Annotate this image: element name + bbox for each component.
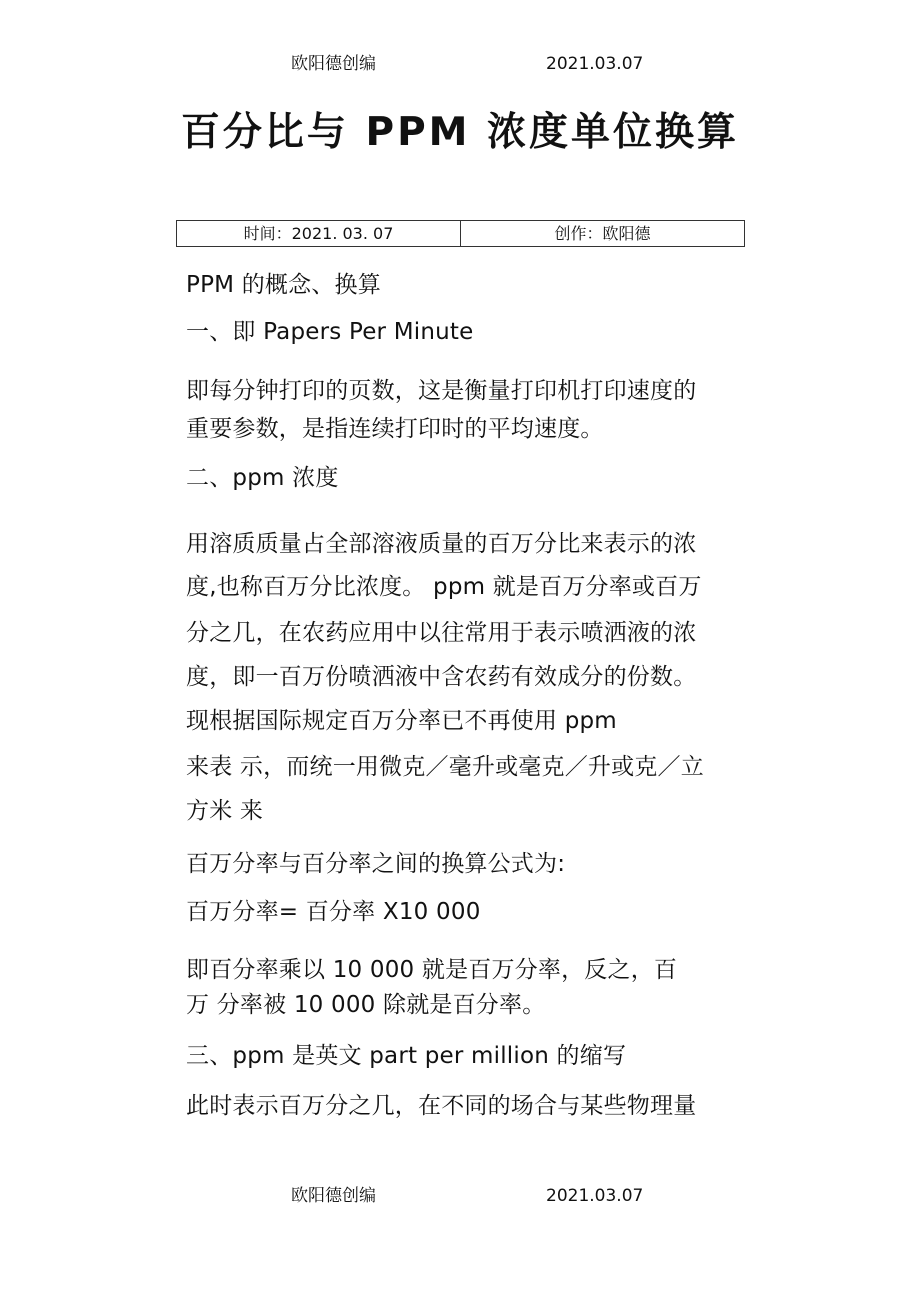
text-line: 即每分钟打印的页数，这是衡量打印机打印速度的 bbox=[186, 378, 697, 404]
meta-time: 时间：2021. 03. 07 bbox=[243, 224, 394, 243]
text-line: 即百分率乘以 10 000 就是百万分率，反之，百 bbox=[186, 957, 678, 983]
document-title: 百分比与 PPM 浓度单位换算 bbox=[180, 110, 740, 155]
meta-creator: 创作：欧阳德 bbox=[460, 221, 744, 246]
text-line: 此时表示百万分之几，在不同的场合与某些物理量 bbox=[186, 1093, 697, 1119]
text-line: 来表 示，而统一用微克／毫升或毫克／升或克／立 bbox=[186, 754, 704, 780]
text-line: 二、ppm 浓度 bbox=[186, 465, 339, 491]
text-line: 度，即一百万份喷洒液中含农药有效成分的份数。 bbox=[186, 664, 697, 690]
text-line: 一、即 Papers Per Minute bbox=[186, 319, 474, 345]
text-line: PPM 的概念、换算 bbox=[186, 272, 381, 298]
text-line: 方米 来 bbox=[186, 798, 264, 824]
header-author: 欧阳德创编 bbox=[291, 54, 376, 74]
footer-date: 2021.03.07 bbox=[546, 1186, 644, 1206]
text-line: 用溶质质量占全部溶液质量的百万分比来表示的浓 bbox=[186, 531, 697, 557]
meta-table bbox=[176, 220, 745, 247]
text-line: 重要参数，是指连续打印时的平均速度。 bbox=[186, 416, 604, 442]
text-line: 度,也称百万分比浓度。 ppm 就是百万分率或百万 bbox=[186, 574, 702, 600]
header-date: 2021.03.07 bbox=[546, 54, 644, 74]
footer-author: 欧阳德创编 bbox=[291, 1186, 376, 1206]
text-line: 百万分率= 百分率 X10 000 bbox=[186, 899, 481, 925]
text-line: 百万分率与百分率之间的换算公式为: bbox=[186, 851, 566, 877]
text-line: 分之几，在农药应用中以往常用于表示喷洒液的浓 bbox=[186, 620, 697, 646]
text-line: 万 分率被 10 000 除就是百分率。 bbox=[186, 992, 546, 1018]
text-line: 现根据国际规定百万分率已不再使用 ppm bbox=[186, 708, 617, 734]
text-line: 三、ppm 是英文 part per million 的缩写 bbox=[186, 1043, 627, 1069]
